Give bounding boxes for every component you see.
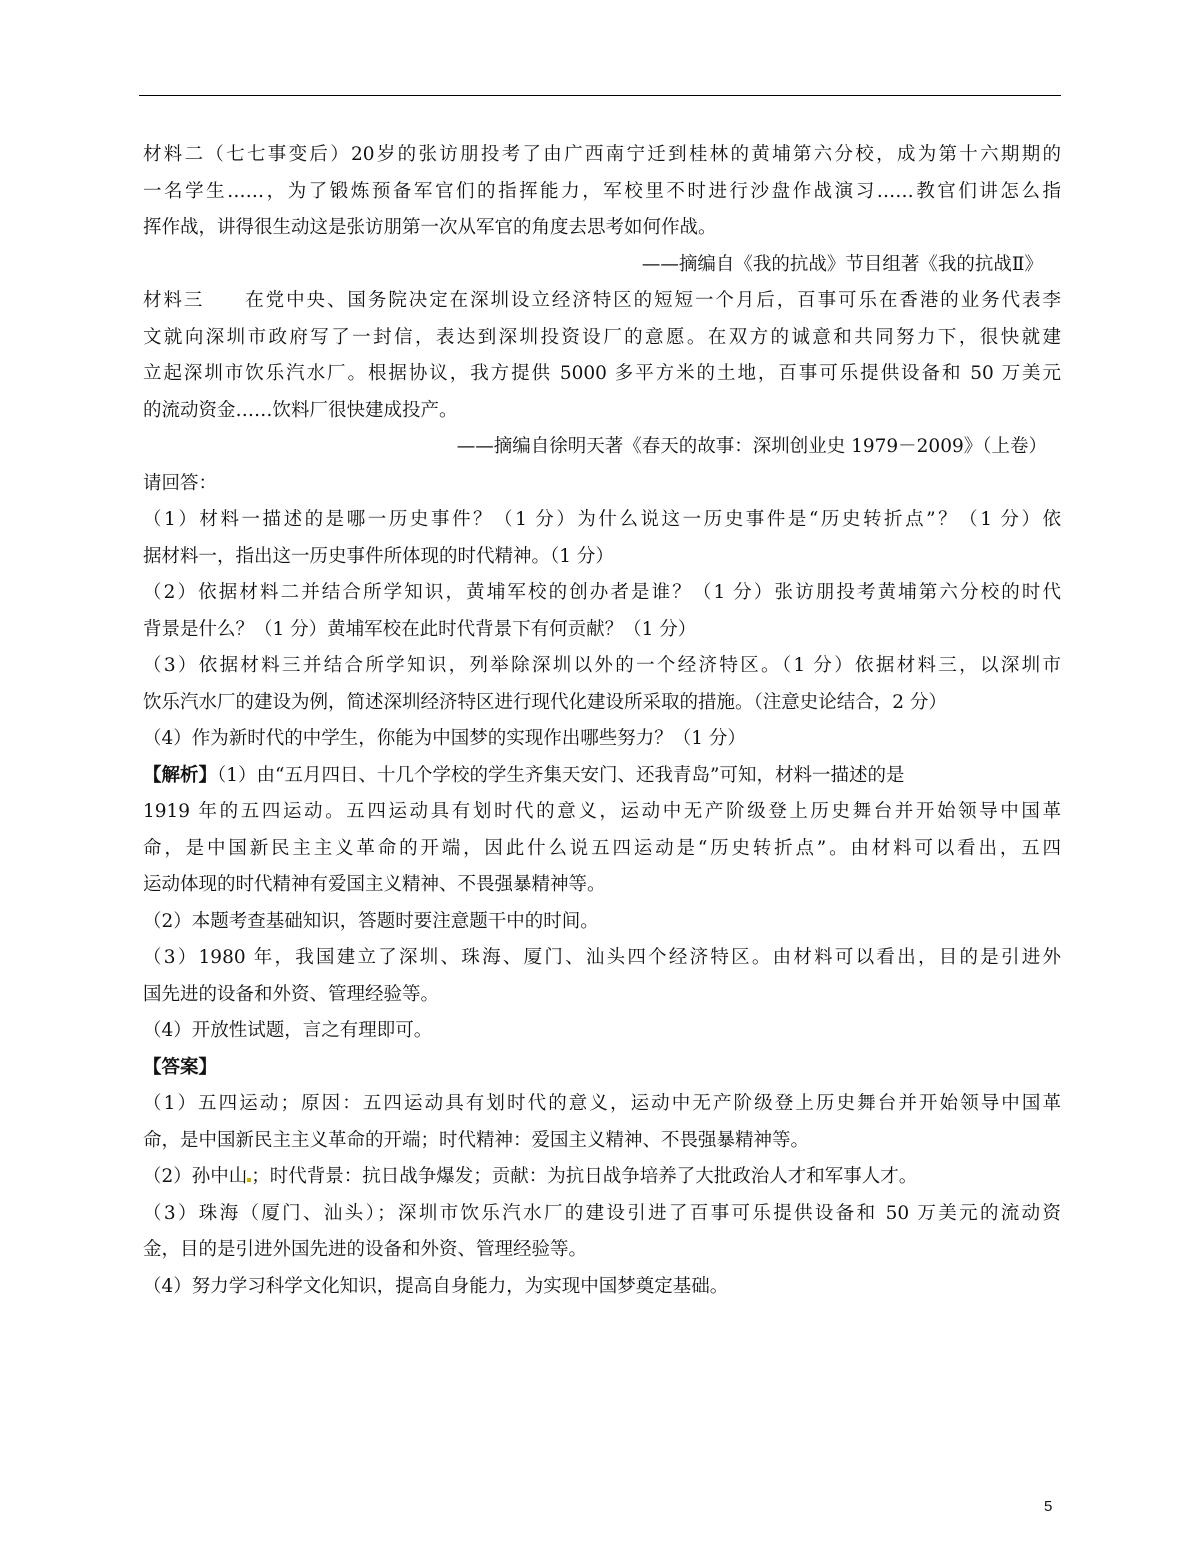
question-3-line-1: （3）依据材料三并结合所学知识，列举除深圳以外的一个经济特区。（1 分）依据材料三，以深圳市 — [143, 655, 1061, 676]
material2-line-1: 材料二（七七事变后）20岁的张访朋投考了由广西南宁迁到桂林的黄埔第六分校，成为第十六期期的 — [143, 144, 1061, 165]
material2-line-2: 一名学生……，为了锻炼预备军官们的指挥能力，军校里不时进行沙盘作战演习……教官们讲怎么指 — [143, 180, 1061, 202]
answer-3-line-1: （3）珠海（厦门、汕头）；深圳市饮乐汽水厂的建设引进了百事可乐提供设备和 50 万美元的流动资 — [143, 1202, 1061, 1224]
analysis-p1-line-3: 命，是中国新民主主义革命的开端，因此什么说五四运动是“历史转折点”。由材料可以看出，五四 — [143, 837, 1061, 859]
material3-line-1: 材料三 在党中央、国务院决定在深圳设立经济特区的短短一个月后，百事可乐在香港的业务代表李 — [143, 290, 1061, 311]
analysis-p1-line-2: 1919 年的五四运动。五四运动具有划时代的意义，运动中无产阶级登上历史舞台并开始领导中国革 — [143, 801, 1061, 822]
answer-4: （4）努力学习科学文化知识，提高自身能力，为实现中国梦奠定基础。 — [143, 1275, 729, 1297]
material3-source: ——摘编自徐明天著《春天的故事：深圳创业史 1979－2009》（上卷） — [456, 436, 1047, 457]
question-2-line-2: 背景是什么？（1 分）黄埔军校在此时代背景下有何贡献？（1 分） — [143, 618, 697, 640]
answer-2 — [143, 1159, 1061, 1196]
analysis-line-1 — [143, 758, 1061, 795]
question-3-line-2: 饮乐汽水厂的建设为例，简述深圳经济特区进行现代化建设所采取的措施。（注意史论结合，2 分） — [143, 691, 947, 713]
question-1-line-2: 据材料一，指出这一历史事件所体现的时代精神。（1 分） — [143, 545, 614, 567]
answer-prompt: 请回答： — [143, 472, 218, 494]
answer-3-line-2: 金，目的是引进外国先进的设备和外资、管理经验等。 — [143, 1239, 588, 1260]
question-4: （4）作为新时代的中学生，你能为中国梦的实现作出哪些努力？（1 分） — [143, 728, 746, 749]
analysis-p3-line-2: 国先进的设备和外资、管理经验等。 — [143, 983, 440, 1005]
answer-2-start: （2）孙中山 — [143, 1166, 248, 1187]
material2-line-3: 挥作战，讲得很生动这是张访朋第一次从军官的角度去思考如何作战。 — [143, 217, 717, 238]
page-content — [143, 137, 1061, 1305]
analysis-p1-first: （1）由“五月四日、十几个学校的学生齐集天安门、还我青岛”可知，材料一描述的是 — [217, 764, 905, 786]
analysis-label: 【解析】 — [143, 764, 218, 786]
analysis-p2: （2）本题考查基础知识，答题时要注意题干中的时间。 — [143, 910, 599, 932]
material3-line-3: 立起深圳市饮乐汽水厂。根据协议，我方提供 5000 多平方米的土地，百事可乐提供设备和 50 万美元 — [143, 363, 1061, 384]
answer-1-line-2: 命，是中国新民主主义革命的开端；时代精神：爱国主义精神、不畏强暴精神等。 — [143, 1129, 810, 1151]
analysis-p1-line-4: 运动体现的时代精神有爱国主义精神、不畏强暴精神等。 — [143, 874, 606, 895]
material3-line-4: 的流动资金……饮料厂很快建成投产。 — [143, 399, 458, 421]
material2-source: ——摘编自《我的抗战》节目组著《我的抗战Ⅱ》 — [641, 253, 1043, 275]
question-2-line-1: （2）依据材料二并结合所学知识，黄埔军校的创办者是谁？（1 分）张访朋投考黄埔第六分校的时代 — [143, 582, 1061, 603]
header-rule — [139, 95, 1061, 96]
answer-1-line-1: （1）五四运动；原因：五四运动具有划时代的意义，运动中无产阶级登上历史舞台并开始领导中国革 — [143, 1093, 1061, 1114]
material3-line-2: 文就向深圳市政府写了一封信，表达到深圳投资设厂的意愿。在双方的诚意和共同努力下，很快就建 — [143, 326, 1061, 348]
question-1-line-1: （1）材料一描述的是哪一历史事件？（1 分）为什么说这一历史事件是“历史转折点”？（1 分）依 — [143, 509, 1061, 530]
analysis-p4: （4）开放性试题，言之有理即可。 — [143, 1020, 433, 1041]
page-number: 5 — [1044, 1498, 1053, 1515]
analysis-p3-line-1: （3）1980 年，我国建立了深圳、珠海、厦门、汕头四个经济特区。由材料可以看出，目的是引进外 — [143, 947, 1061, 968]
answer-label: 【答案】 — [143, 1056, 218, 1078]
answer-2-rest: ；时代背景：抗日战争爆发；贡献：为抗日战争培养了大批政治人才和军事人才。 — [251, 1166, 918, 1187]
